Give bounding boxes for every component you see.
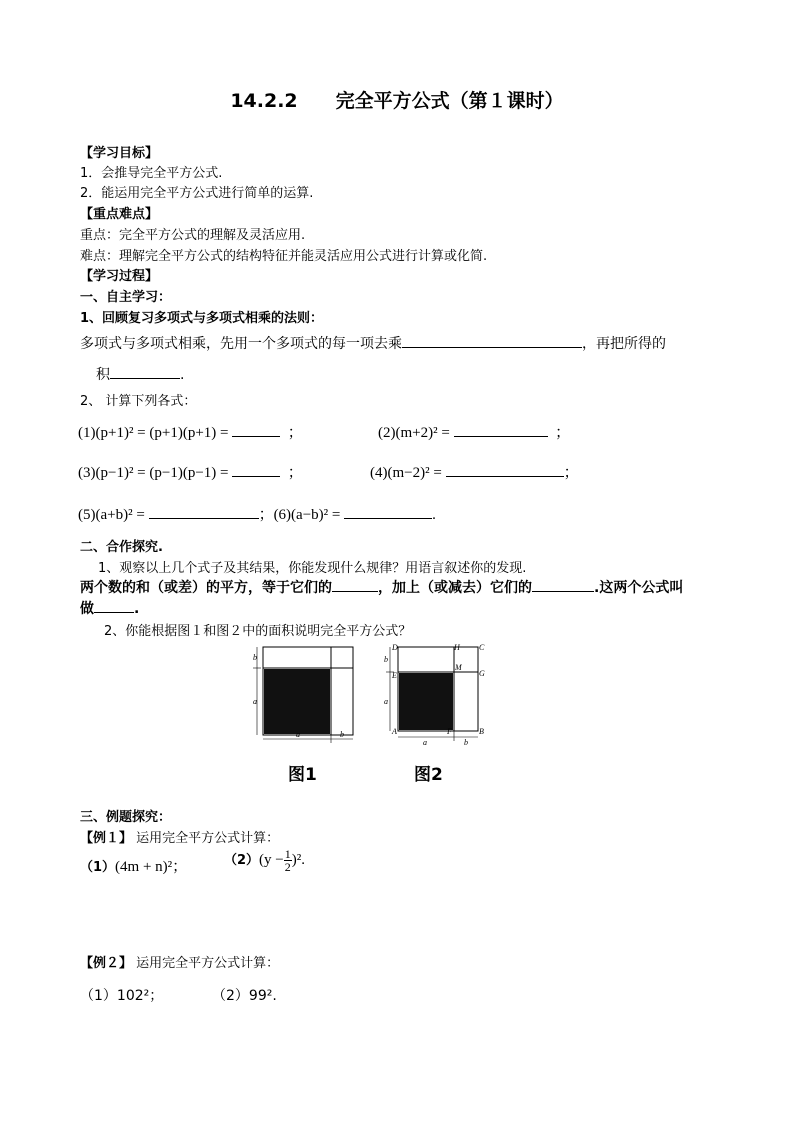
rule-line2-prefix: 积 <box>96 367 110 383</box>
section-examples: 三、例题探究： <box>80 810 172 825</box>
keypoint-focus: 重点：完全平方公式的理解及灵活应用. <box>80 228 306 243</box>
exercise-2-expr: (2)(m+2)² = <box>378 425 450 441</box>
answer-blank[interactable] <box>232 422 280 437</box>
label-b: b <box>253 653 257 662</box>
coop-question-1: 1、观察以上几个式子及其结果，你能发现什么规律？用语言叙述你的发现. <box>98 561 527 576</box>
label-a: a <box>384 697 388 706</box>
label-b: b <box>464 738 468 746</box>
example-1-b-pre: (y − <box>259 852 284 868</box>
exercise-1: (1)(p+1)² = (p+1)(p+1) = ； <box>78 421 303 442</box>
figure-1-caption: 图1 <box>288 765 317 785</box>
keypoint-difficulty: 难点：理解完全平方公式的结构特征并能灵活应用公式进行计算或化简. <box>80 249 488 264</box>
rule-tail: ，再把所得的 <box>582 336 666 352</box>
keypoints-heading: 【重点难点】 <box>80 207 159 222</box>
rule-line-2: 积 . <box>96 364 184 384</box>
example-2-part-b: （2）99². <box>212 988 277 1004</box>
fraction-one-half <box>284 848 292 873</box>
exercise-5-6: (5)(a+b)² = ；(6)(a−b)² = . <box>78 503 436 524</box>
label-G: G <box>479 669 485 678</box>
label-H: H <box>454 643 460 652</box>
answer-blank[interactable] <box>110 364 180 379</box>
objective-item: 1．会推导完全平方公式. <box>80 166 223 181</box>
figure-2-caption: 图2 <box>414 765 443 785</box>
example-1-part-a <box>80 855 187 876</box>
part-label: （2） <box>224 853 260 868</box>
answer-blank[interactable] <box>94 598 134 613</box>
answer-blank[interactable] <box>344 504 432 519</box>
coop-question-2: 2、你能根据图１和图２中的面积说明完全平方公式？ <box>104 624 412 639</box>
label-a: a <box>253 697 257 706</box>
exercise-3-expr: (3)(p−1)² = (p−1)(p−1) = <box>78 465 229 481</box>
statement-c: .这两个公式叫 <box>594 580 684 596</box>
example-1-text: 运用完全平方公式计算： <box>136 831 280 846</box>
process-heading: 【学习过程】 <box>80 269 159 284</box>
label-C: C <box>479 643 485 652</box>
exercise-1-expr: (1)(p+1)² = (p+1)(p+1) = <box>78 425 229 441</box>
example-2-text: 运用完全平方公式计算： <box>136 956 280 971</box>
label-b: b <box>340 730 344 739</box>
section-coop: 二、合作探究. <box>80 540 163 555</box>
example-1-label: 【例１】 <box>80 831 133 846</box>
example-2-label: 【例２】 <box>80 956 133 971</box>
label-a: a <box>296 730 300 739</box>
figure-2 <box>378 642 488 746</box>
exercise-5-expr: (5)(a+b)² = <box>78 507 145 523</box>
exercise-4: (4)(m−2)² = ； <box>370 461 579 482</box>
example-1-a-expr: (4m + n)²； <box>115 859 188 875</box>
exercise-2: (2)(m+2)² = ； <box>378 421 570 442</box>
label-E: E <box>392 671 397 680</box>
label-A: A <box>392 727 397 736</box>
fraction-numerator: 1 <box>284 847 291 861</box>
example-1-heading <box>80 827 279 846</box>
label-M: M <box>455 663 462 672</box>
fraction-denominator: 2 <box>284 860 291 874</box>
calc-title: 2、 计算下列各式： <box>80 394 197 409</box>
exercise-4-expr: (4)(m−2)² = <box>370 465 442 481</box>
exercise-6-expr: ；(6)(a−b)² = <box>258 507 341 523</box>
rule-text: 多项式与多项式相乘，先用一个多项式的每一项去乘 <box>80 336 402 352</box>
section-self-study: 一、自主学习： <box>80 290 172 305</box>
statement-b: ，加上（或减去）它们的 <box>378 580 532 596</box>
rule-line-1 <box>80 333 666 353</box>
example-1-b-post: )². <box>291 852 306 868</box>
example-1-part-b <box>224 848 305 873</box>
objective-item: 2．能运用完全平方公式进行简单的运算. <box>80 186 314 201</box>
answer-blank[interactable] <box>232 462 280 477</box>
label-b: b <box>384 655 388 664</box>
statement-d: 做 <box>80 601 94 617</box>
example-2-heading <box>80 952 279 971</box>
answer-blank[interactable] <box>332 577 378 592</box>
statement-a: 两个数的和（或差）的平方，等于它们的 <box>80 580 332 596</box>
figure-1-shaded-square <box>264 669 330 734</box>
review-title: 1、回顾复习多项式与多项式相乘的法则： <box>80 311 324 326</box>
answer-blank[interactable] <box>532 577 594 592</box>
page-title: 14.2.2 完全平方公式（第１课时） <box>230 90 564 112</box>
label-B: B <box>479 727 484 736</box>
label-a: a <box>423 738 427 746</box>
coop-statement-2: 做 . <box>80 598 139 618</box>
part-label: （1） <box>80 860 116 875</box>
example-2-part-a: （1）102²； <box>80 988 164 1004</box>
answer-blank[interactable] <box>149 504 259 519</box>
label-F: F <box>447 727 452 736</box>
figure-2-shaded-square <box>399 673 453 730</box>
figure-1 <box>248 644 360 746</box>
label-D: D <box>392 643 398 652</box>
exercise-3: (3)(p−1)² = (p−1)(p−1) = ； <box>78 461 303 482</box>
answer-blank[interactable] <box>454 422 548 437</box>
answer-blank[interactable] <box>402 333 582 348</box>
answer-blank[interactable] <box>446 462 564 477</box>
objectives-heading: 【学习目标】 <box>80 146 159 161</box>
coop-statement <box>80 577 683 597</box>
